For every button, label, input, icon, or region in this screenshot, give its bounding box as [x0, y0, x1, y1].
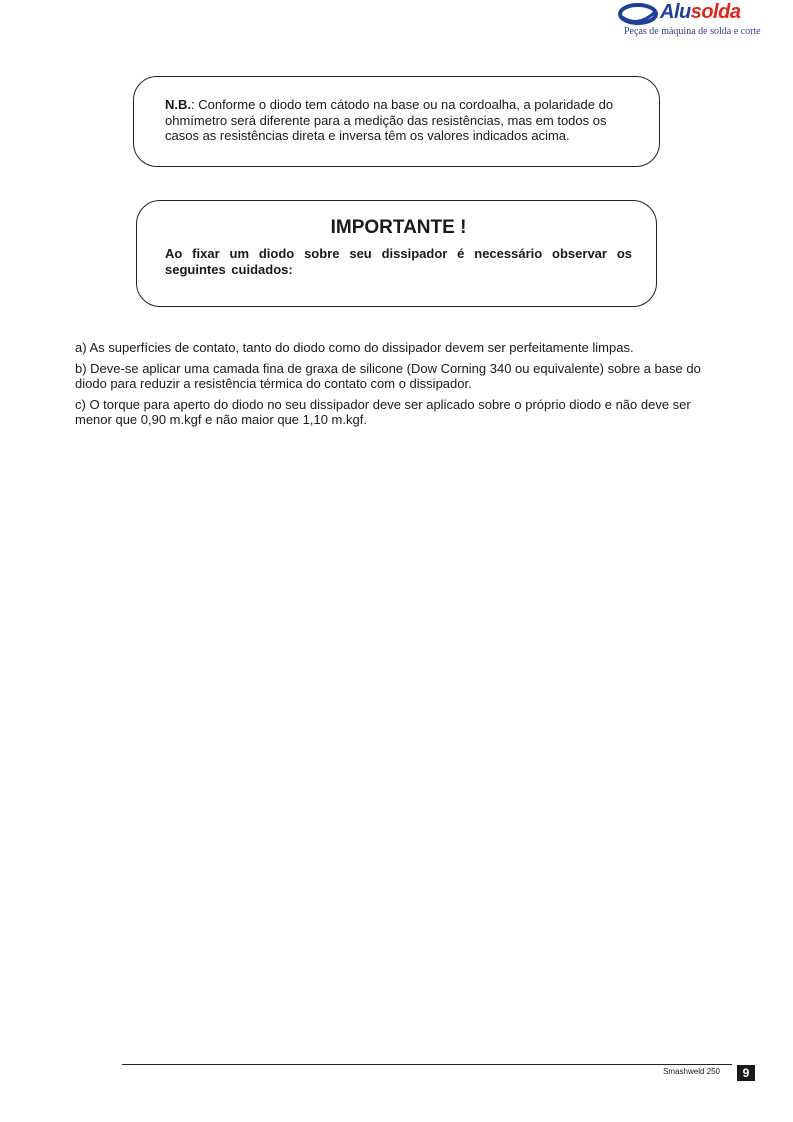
brand-tagline: Peças de máquina de solda e corte: [624, 26, 761, 37]
list-item-c: c) O torque para aperto do diodo no seu dissipador deve ser aplicado sobre o próprio diodo e não deve ser menor que 0,90 m.kgf e não maior que 1,10 m.kgf.: [75, 396, 691, 427]
page-number: 9: [737, 1065, 755, 1081]
nb-text: : Conforme o diodo tem cátodo na base ou na cordoalha, a polaridade do ohmímetro será diferente para a medição das resistências, mas em todos os casos as resistências direta e inversa têm os valores indicados acima.: [165, 97, 614, 143]
care-instructions-list: [75, 340, 725, 433]
brand-wordmark-alu: Alu: [660, 1, 691, 23]
footer-model-name: Smashweld 250: [663, 1067, 720, 1076]
list-item-a: a) As superfícies de contato, tanto do diodo como do dissipador devem ser perfeitamente limpas.: [75, 340, 634, 355]
brand-logo: [616, 0, 766, 40]
brand-wordmark-solda: solda: [690, 1, 741, 23]
important-text: Ao fixar um diodo sobre seu dissipador é necessário observar os seguintes cuidados:: [165, 246, 632, 277]
nb-label: N.B.: [165, 97, 191, 112]
nb-note-box: [133, 76, 660, 167]
brand-wordmark: [660, 1, 740, 24]
footer-divider: [122, 1064, 732, 1065]
important-title: IMPORTANTE !: [330, 217, 467, 238]
important-box: [136, 200, 657, 307]
swoosh-logo-icon: [618, 2, 658, 26]
list-item-b: b) Deve-se aplicar uma camada fina de graxa de silicone (Dow Corning 340 ou equivalente) sobre a base do diodo para reduzir a resistência térmica do contato com o dissipador.: [75, 360, 701, 391]
